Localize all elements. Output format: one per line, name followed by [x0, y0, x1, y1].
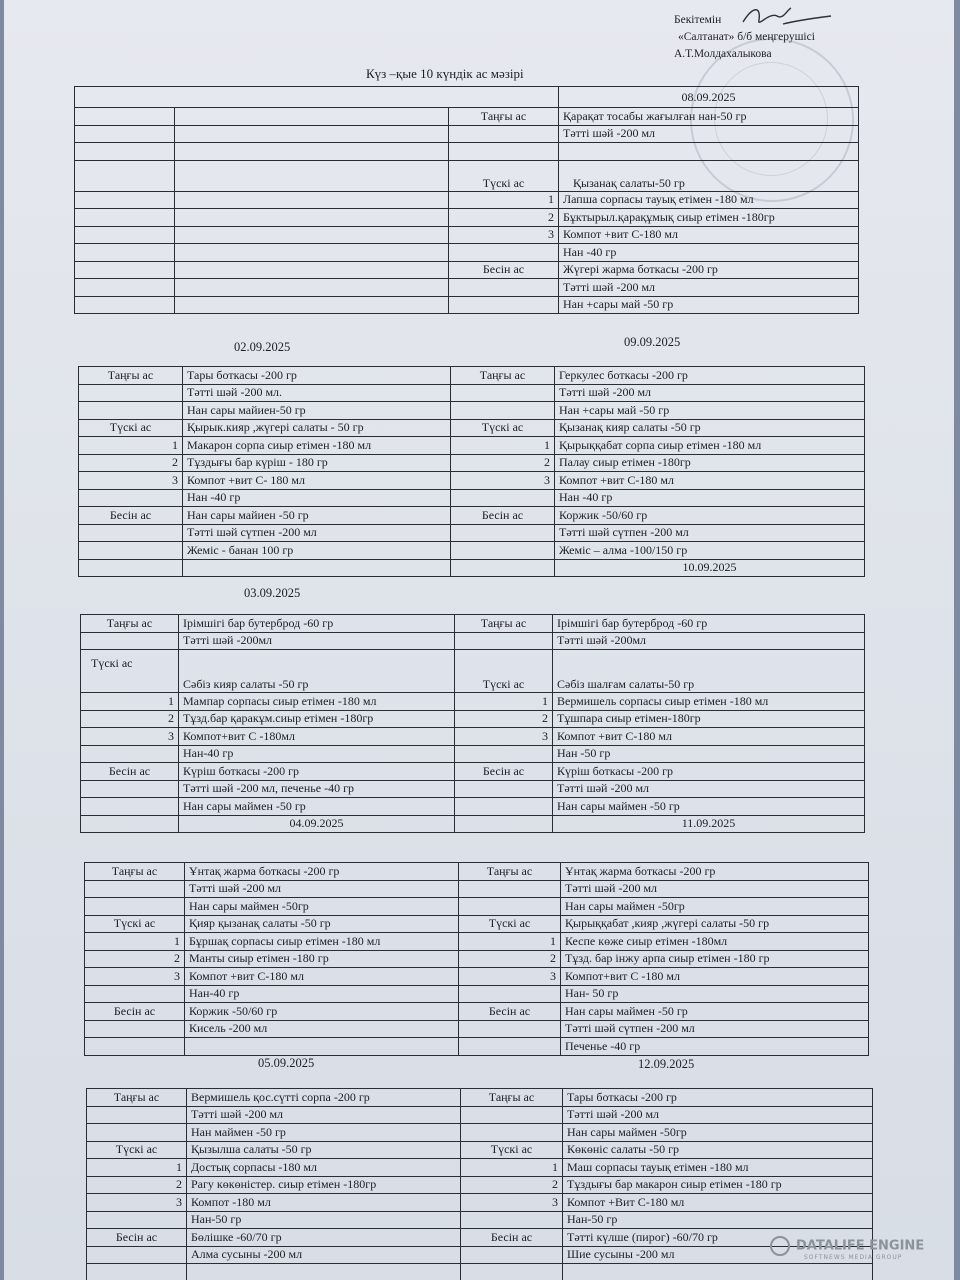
menu-table-05-09 [86, 1088, 873, 1280]
table-row [87, 1176, 873, 1194]
item-number: 2 [79, 454, 183, 472]
meal-label-breakfast: Таңғы ас [455, 615, 553, 633]
table-row [87, 1246, 873, 1264]
menu-item: Нан +сары май -50 гр [555, 402, 865, 420]
menu-item: Тұзд. бар інжу арпа сиыр етімен -180 гр [561, 950, 869, 968]
table-row [81, 815, 865, 833]
item-number: 1 [451, 437, 555, 455]
menu-item: Тұздығы бар күріш - 180 гр [183, 454, 451, 472]
item-number: 1 [449, 191, 559, 209]
menu-item: Тұзд.бар қаракұм.сиыр етімен -180гр [179, 710, 455, 728]
menu-item: Жеміс – алма -100/150 гр [555, 542, 865, 560]
item-number: 1 [81, 693, 179, 711]
menu-item: Тәтті шәй -200мл [553, 632, 865, 650]
meal-label-breakfast: Таңғы ас [87, 1089, 187, 1107]
menu-item: Нан -40 гр [183, 489, 451, 507]
menu-item: Геркулес боткасы -200 гр [555, 367, 865, 385]
menu-item: Бұктырыл.қарақұмық сиыр етімен -180гр [559, 209, 859, 227]
date-label: 05.09.2025 [258, 1056, 315, 1070]
date-header: 10.09.2025 [555, 559, 865, 577]
table-row [81, 745, 865, 763]
table-row [81, 650, 865, 693]
menu-item: Тәтті шәй сүтпен -200 мл [555, 524, 865, 542]
menu-item: Макарон сорпа сиыр етімен -180 мл [183, 437, 451, 455]
menu-item: Қызылша салаты -50 гр [187, 1141, 461, 1159]
menu-item: Қызанақ кияр салаты -50 гр [555, 419, 865, 437]
menu-item: Компот +вит С-180 мл [555, 472, 865, 490]
meal-label-breakfast: Таңғы ас [449, 108, 559, 126]
table-row [81, 693, 865, 711]
approval-block [672, 12, 815, 63]
menu-item: Компот +вит С-180 мл [559, 226, 859, 244]
menu-item: Ұнтақ жарма боткасы -200 гр [185, 863, 459, 881]
table-row [85, 968, 869, 986]
item-number: 3 [455, 728, 553, 746]
table-row [79, 367, 865, 385]
menu-item: Манты сиыр етімен -180 гр [185, 950, 459, 968]
menu-table-03-09 [80, 614, 865, 833]
menu-item: Нан сары маймен -50 гр [561, 1003, 869, 1021]
menu-item: Нан сары майиен-50 гр [183, 402, 451, 420]
menu-item: Лапша сорпасы тауық етімен -180 мл [559, 191, 859, 209]
menu-item: Тәтті шәй -200 мл [553, 780, 865, 798]
menu-item: Ірімшігі бар бутерброд -60 гр [179, 615, 455, 633]
item-number: 3 [461, 1194, 563, 1212]
menu-item: Сәбіз шалғам салаты-50 гр [553, 650, 865, 693]
meal-label-breakfast: Таңғы ас [81, 615, 179, 633]
table-row [87, 1124, 873, 1142]
menu-item: Компот +вит С-180 мл [553, 728, 865, 746]
menu-item: Бөлішке -60/70 гр [187, 1229, 461, 1247]
meal-label-snack: Бесін ас [459, 1003, 561, 1021]
table-row [85, 933, 869, 951]
date-label: 02.09.2025 [234, 340, 291, 354]
menu-item: Компот -180 мл [187, 1194, 461, 1212]
menu-item: Нан сары маймен -50гр [185, 898, 459, 916]
meal-label-lunch: Түскі ас [451, 419, 555, 437]
table-row [85, 915, 869, 933]
date-label: 03.09.2025 [244, 586, 301, 600]
menu-item: Тәтті шәй -200 мл [559, 279, 859, 297]
menu-table-04-09 [84, 862, 869, 1056]
menu-item: Нан-50 гр [563, 1211, 873, 1229]
menu-item: Маш сорпасы тауық етімен -180 мл [563, 1159, 873, 1177]
meal-label-lunch: Түскі ас [449, 160, 559, 191]
menu-item: Нан-40 гр [179, 745, 455, 763]
menu-item: Нан сары маймен -50гр [561, 898, 869, 916]
item-number: 1 [87, 1159, 187, 1177]
menu-item: Печенье -40 гр [561, 1038, 869, 1056]
table-row [75, 191, 859, 209]
approval-line-3: А.Т.Молдахалыкова [674, 48, 772, 60]
meal-label-lunch: Түскі ас [85, 915, 185, 933]
menu-item: Ірімшігі бар бутерброд -60 гр [553, 615, 865, 633]
table-row [75, 209, 859, 227]
menu-item: Тары боткасы -200 гр [183, 367, 451, 385]
table-row [81, 728, 865, 746]
table-row [85, 1003, 869, 1021]
meal-label-breakfast: Таңғы ас [85, 863, 185, 881]
table-row [87, 1106, 873, 1124]
table-row [79, 507, 865, 525]
menu-item: Көкөніс салаты -50 гр [563, 1141, 873, 1159]
item-number: 3 [79, 472, 183, 490]
menu-document [4, 0, 954, 1280]
table-row [79, 472, 865, 490]
menu-item: Күріш боткасы -200 гр [179, 763, 455, 781]
item-number: 3 [449, 226, 559, 244]
meal-label-lunch: Түскі ас [87, 1141, 187, 1159]
menu-item: Жеміс - банан 100 гр [183, 542, 451, 560]
menu-item: Тәтті шәй сүтпен -200 мл [183, 524, 451, 542]
menu-item: Тәтті шәй -200 мл [563, 1106, 873, 1124]
menu-item: Қырык.кияр ,жүгері салаты - 50 гр [183, 419, 451, 437]
menu-item: Тәтті шәй -200 мл [561, 880, 869, 898]
item-number: 2 [81, 710, 179, 728]
table-row [75, 143, 859, 161]
menu-item: Компот +вит С-180 мл [185, 968, 459, 986]
item-number: 1 [461, 1159, 563, 1177]
menu-item: Кеспе көже сиыр етімен -180мл [561, 933, 869, 951]
page-title: Күз –қые 10 күндік ас мәзірі [366, 66, 524, 81]
meal-label-lunch: Түскі ас [79, 419, 183, 437]
item-number: 2 [455, 710, 553, 728]
menu-item: Достық сорпасы -180 мл [187, 1159, 461, 1177]
approval-line-1: Бекітемін [674, 14, 722, 26]
item-number: 1 [455, 693, 553, 711]
meal-label-lunch: Түскі ас [461, 1141, 563, 1159]
meal-label-snack: Бесін ас [451, 507, 555, 525]
item-number: 1 [459, 933, 561, 951]
item-number: 3 [451, 472, 555, 490]
table-row [85, 985, 869, 1003]
menu-table-08-09 [74, 86, 859, 314]
date-label: 12.09.2025 [638, 1057, 695, 1071]
datalife-logo-icon [770, 1236, 790, 1256]
menu-item: Тәтті шәй -200 мл [185, 880, 459, 898]
table-row [79, 402, 865, 420]
menu-item: Тәтті шәй -200 мл, печенье -40 гр [179, 780, 455, 798]
table-row [81, 710, 865, 728]
meal-label-breakfast: Таңғы ас [461, 1089, 563, 1107]
table-row [81, 798, 865, 816]
menu-item: Нан -40 гр [559, 244, 859, 262]
table-row [79, 384, 865, 402]
item-number: 3 [87, 1194, 187, 1212]
menu-item: Тәтті шәй -200 мл [187, 1106, 461, 1124]
table-row [85, 863, 869, 881]
table-row [87, 1141, 873, 1159]
meal-label-breakfast: Таңғы ас [459, 863, 561, 881]
item-number: 3 [85, 968, 185, 986]
menu-item: Тәтті шәй сүтпен -200 мл [561, 1020, 869, 1038]
menu-item: Бұршақ сорпасы сиыр етімен -180 мл [185, 933, 459, 951]
meal-label-lunch: Түскі ас [81, 650, 179, 693]
menu-item: Қияр қызанақ салаты -50 гр [185, 915, 459, 933]
meal-label-snack: Бесін ас [81, 763, 179, 781]
menu-item: Нан-50 гр [187, 1211, 461, 1229]
item-number: 2 [451, 454, 555, 472]
menu-table-02-09 [78, 366, 865, 577]
menu-item: Вермишель сорпасы сиыр етімен -180 мл [553, 693, 865, 711]
menu-item: Кисель -200 мл [185, 1020, 459, 1038]
table-row [75, 125, 859, 143]
menu-item: Нан -40 гр [555, 489, 865, 507]
menu-item: Мампар сорпасы сиыр етімен -180 мл [179, 693, 455, 711]
table-row [87, 1194, 873, 1212]
item-number: 2 [87, 1176, 187, 1194]
table-row [75, 87, 859, 108]
menu-item: Нан- 50 гр [561, 985, 869, 1003]
table-row [87, 1229, 873, 1247]
item-number: 1 [85, 933, 185, 951]
watermark [770, 1236, 924, 1261]
table-row [81, 632, 865, 650]
table-row [85, 950, 869, 968]
menu-item: Нан сары маймен -50 гр [179, 798, 455, 816]
menu-item: Рагу көкөністер. сиыр етімен -180гр [187, 1176, 461, 1194]
table-row [87, 1211, 873, 1229]
menu-item: Нан сары майиен -50 гр [183, 507, 451, 525]
date-header: 04.09.2025 [179, 815, 455, 833]
table-row [79, 524, 865, 542]
table-row [79, 437, 865, 455]
item-number: 1 [79, 437, 183, 455]
menu-item: Тәтті шәй -200 мл [559, 125, 859, 143]
menu-item: Коржик -50/60 гр [185, 1003, 459, 1021]
menu-item: Қызанақ салаты-50 гр [559, 160, 859, 191]
table-row [81, 780, 865, 798]
item-number: 2 [461, 1176, 563, 1194]
date-header: 11.09.2025 [553, 815, 865, 833]
watermark-brand: DATALIFE ENGINE [796, 1238, 925, 1254]
item-number: 2 [459, 950, 561, 968]
menu-item: Тұздығы бар макарон сиыр етімен -180 гр [563, 1176, 873, 1194]
item-number: 2 [449, 209, 559, 227]
item-number: 2 [85, 950, 185, 968]
menu-item: Алма сусыны -200 мл [187, 1246, 461, 1264]
table-row [75, 296, 859, 314]
menu-item: Нан -50 гр [553, 745, 865, 763]
menu-item: Тұшпара сиыр етімен-180гр [553, 710, 865, 728]
table-row [81, 763, 865, 781]
table-row [79, 454, 865, 472]
menu-item: Тәтті шәй -200мл [179, 632, 455, 650]
menu-item: Ұнтақ жарма боткасы -200 гр [561, 863, 869, 881]
table-row [87, 1159, 873, 1177]
menu-item: Вермишель қос.сүтті сорпа -200 гр [187, 1089, 461, 1107]
item-number: 3 [459, 968, 561, 986]
table-row [79, 559, 865, 577]
menu-item: Тәтті шәй -200 мл [555, 384, 865, 402]
table-row [85, 1038, 869, 1056]
menu-item: Компот+вит С -180мл [179, 728, 455, 746]
meal-label-lunch: Түскі ас [459, 915, 561, 933]
watermark-sub: SOFTNEWS MEDIA GROUP [804, 1254, 903, 1261]
table-row [79, 489, 865, 507]
meal-label-breakfast: Таңғы ас [451, 367, 555, 385]
menu-item: Палау сиыр етімен -180гр [555, 454, 865, 472]
menu-item: Коржик -50/60 гр [555, 507, 865, 525]
table-row [75, 244, 859, 262]
meal-label-lunch: Түскі ас [455, 650, 553, 693]
date-header: 08.09.2025 [559, 87, 859, 108]
menu-item: Тары боткасы -200 гр [563, 1089, 873, 1107]
table-row [79, 419, 865, 437]
table-row [75, 279, 859, 297]
menu-item: Компот+вит С -180 мл [561, 968, 869, 986]
meal-label-snack: Бесін ас [449, 261, 559, 279]
meal-label-snack: Бесін ас [79, 507, 183, 525]
table-row [75, 160, 859, 191]
item-number: 3 [81, 728, 179, 746]
menu-item: Қырыққабат ,кияр ,жүгері салаты -50 гр [561, 915, 869, 933]
menu-item: Нан маймен -50 гр [187, 1124, 461, 1142]
table-row [75, 226, 859, 244]
menu-item: Жүгері жарма боткасы -200 гр [559, 261, 859, 279]
meal-label-snack: Бесін ас [87, 1229, 187, 1247]
meal-label-snack: Бесін ас [85, 1003, 185, 1021]
table-row [85, 1020, 869, 1038]
meal-label-snack: Бесін ас [455, 763, 553, 781]
menu-item: Компот +Вит С-180 мл [563, 1194, 873, 1212]
menu-item: Шие сусыны -200 мл [563, 1246, 873, 1264]
table-row [75, 108, 859, 126]
table-row [87, 1089, 873, 1107]
table-row [79, 542, 865, 560]
menu-item: Нан-40 гр [185, 985, 459, 1003]
menu-item: Нан +сары май -50 гр [559, 296, 859, 314]
menu-item: Қырыққабат сорпа сиыр етімен -180 мл [555, 437, 865, 455]
menu-item: Қарақат тосабы жағылған нан-50 гр [559, 108, 859, 126]
menu-item: Күріш боткасы -200 гр [553, 763, 865, 781]
table-row [87, 1264, 873, 1280]
table-row [81, 615, 865, 633]
menu-item: Тәтті күлше (пирог) -60/70 гр [563, 1229, 873, 1247]
menu-item: Нан сары маймен -50гр [563, 1124, 873, 1142]
menu-item: Тәтті шәй -200 мл. [183, 384, 451, 402]
meal-label-snack: Бесін ас [461, 1229, 563, 1247]
table-row [85, 898, 869, 916]
menu-item: Сәбіз кияр салаты -50 гр [179, 650, 455, 693]
menu-item: Компот +вит С- 180 мл [183, 472, 451, 490]
menu-item: Нан сары маймен -50 гр [553, 798, 865, 816]
approval-line-2: «Салтанат» б/б меңгерушісі [678, 31, 815, 43]
date-label: 09.09.2025 [624, 335, 681, 349]
table-row [75, 261, 859, 279]
meal-label-breakfast: Таңғы ас [79, 367, 183, 385]
table-row [85, 880, 869, 898]
